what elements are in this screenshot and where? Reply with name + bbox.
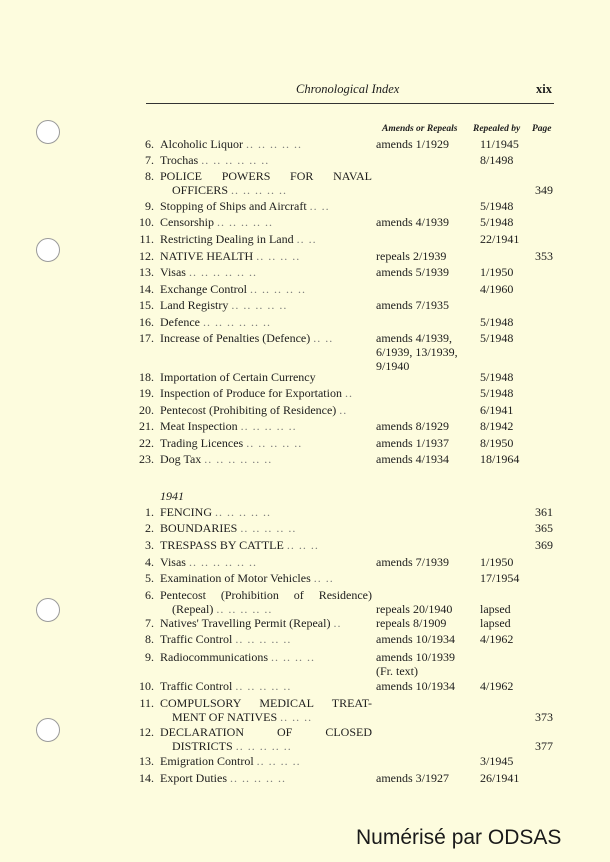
entry-title [160,679,372,693]
entry-title [160,265,372,279]
entry-number: 7. [145,616,154,630]
entry-title-line: Importation of Certain Currency [160,370,316,384]
dot-leader: .. .. .. .. .. [240,419,297,433]
dot-leader: .. .. .. .. .. .. [188,555,257,569]
entry-number: 14. [139,282,154,296]
entry-number: 20. [139,403,154,417]
dot-leader: .. .. .. .. .. .. [188,265,257,279]
entry-title [160,215,372,229]
entry-number: 17. [139,331,154,345]
running-header-title: Chronological Index [296,82,400,96]
entry-number: 2. [145,521,154,535]
entry-title-line: Stopping of Ships and Aircraft [160,199,307,213]
entry-title [160,370,372,384]
page-reference: 373 [535,710,553,724]
amends-or-repeals [376,298,476,312]
repealed-by: 26/1941 [480,771,520,785]
entry-title-line: (Repeal) [172,602,214,616]
amends-or-repeals [376,436,476,450]
entry-title [160,232,372,246]
amends-or-repeals [376,215,476,229]
entry-title-line: Radiocommunications [160,650,268,664]
dot-leader: .. .. [309,199,330,213]
amends-line: amends 10/1939 [376,650,455,664]
amends-line: amends 10/1934 [376,679,455,693]
amends-line: amends 5/1939 [376,265,449,279]
amends-line: amends 3/1927 [376,771,449,785]
header-rule [146,103,554,104]
entry-title-line: COMPULSORY MEDICAL TREAT- [160,696,372,710]
repealed-by: 4/1962 [480,632,514,646]
entry-title-line: Inspection of Produce for Exportation [160,386,342,400]
amends-or-repeals [376,137,476,151]
entry-title [160,436,372,450]
dot-leader: .. .. .. .. .. [217,215,273,229]
repealed-by: 5/1948 [480,331,514,345]
entry-title-line: TRESPASS BY CATTLE [160,538,284,552]
repealed-by: lapsed [480,602,511,616]
entry-title-line: Export Duties [160,771,227,785]
dot-leader: .. .. .. .. .. [235,632,292,646]
repealed-by: 6/1941 [480,403,514,417]
entry-title-line: OFFICERS [172,183,229,197]
page-number: xix [536,82,552,96]
entry-number: 5. [145,571,154,585]
entry-number: 8. [145,632,154,646]
dot-leader: .. .. .. .. [270,650,315,664]
dot-leader: .. .. .. .. .. .. [204,452,273,466]
entry-title-line: Restricting Dealing in Land [160,232,294,246]
dot-leader: .. .. .. .. .. [235,739,292,753]
repealed-by: 5/1948 [480,199,514,213]
entry-title [160,754,372,768]
entry-number: 23. [139,452,154,466]
entry-number: 19. [139,386,154,400]
entry-number: 12. [139,249,154,263]
repealed-by: 5/1948 [480,315,514,329]
entry-number: 10. [139,215,154,229]
page-reference: 353 [535,249,553,263]
amends-line: amends 7/1935 [376,298,449,312]
dot-leader: .. .. [296,232,317,246]
entry-title-line: Visas [160,265,186,279]
entry-title [160,505,372,519]
amends-or-repeals [376,679,476,693]
amends-line: repeals 2/1939 [376,249,447,263]
dot-leader: .. .. .. .. .. [235,679,292,693]
page-reference: 349 [535,183,553,197]
page-reference: 365 [535,521,553,535]
repealed-by: 18/1964 [480,452,520,466]
dot-leader: .. .. .. [286,538,319,552]
amends-or-repeals [376,632,476,646]
dot-leader: .. [333,616,342,630]
amends-or-repeals [376,265,476,279]
dot-leader: .. .. .. .. .. [231,183,288,197]
entry-title-line: Visas [160,555,186,569]
dot-leader: .. .. .. .. .. [231,298,288,312]
entry-title [160,153,372,167]
dot-leader: .. .. .. .. [256,249,301,263]
entry-title [160,650,372,664]
entry-title [160,521,372,535]
amends-line: amends 1/1929 [376,137,449,151]
digitization-watermark: Numérisé par ODSAS [356,826,562,849]
entry-number: 6. [145,137,154,151]
binder-hole [36,238,60,262]
entry-title-line: DECLARATION OF CLOSED [160,725,372,739]
dot-leader: .. .. .. .. .. .. [202,315,271,329]
dot-leader: .. .. .. .. .. .. [201,153,270,167]
repealed-by: 5/1948 [480,386,514,400]
repealed-by: 22/1941 [480,232,520,246]
entry-title [160,419,372,433]
entry-title-line: Natives' Travelling Permit (Repeal) [160,616,331,630]
entry-title [160,538,372,552]
entry-title [160,571,372,585]
dot-leader: .. .. .. .. .. [245,137,302,151]
entry-title [160,555,372,569]
amends-or-repeals [376,419,476,433]
entry-title [160,616,372,630]
amends-line: 9/1940 [376,359,410,373]
entry-title [160,452,372,466]
entry-title-line: Pentecost (Prohibition of Residence) [160,588,372,602]
dot-leader: .. .. .. [280,710,313,724]
entry-number: 11. [139,232,154,246]
entry-title-line: Land Registry [160,298,229,312]
repealed-by: 4/1960 [480,282,514,296]
dot-leader: .. .. .. .. .. [246,436,303,450]
entry-number: 6. [145,588,154,602]
amends-line: repeals 8/1909 [376,616,447,630]
entry-number: 9. [145,650,154,664]
entry-title-line: NATIVE HEALTH [160,249,254,263]
entry-title-line: MENT OF NATIVES [172,710,278,724]
dot-leader: .. [339,403,348,417]
entry-title-line: Dog Tax [160,452,202,466]
amends-or-repeals [376,331,476,373]
repealed-by: 3/1945 [480,754,514,768]
entry-title-line: Increase of Penalties (Defence) [160,331,311,345]
entry-title-line: FENCING [160,505,213,519]
entry-title [160,696,372,724]
entry-number: 21. [139,419,154,433]
amends-line: (Fr. text) [376,664,418,678]
binder-hole [36,718,60,742]
amends-or-repeals [376,602,476,616]
entry-title-line: Examination of Motor Vehicles [160,571,311,585]
entry-title-line: Defence [160,315,200,329]
repealed-by: 1/1950 [480,555,514,569]
amends-line: amends 7/1939 [376,555,449,569]
entry-title [160,169,372,197]
entry-title-line: Emigration Control [160,754,254,768]
entry-title [160,315,372,329]
amends-line: amends 8/1929 [376,419,449,433]
binder-hole [36,120,60,144]
entry-number: 3. [145,538,154,552]
amends-or-repeals [376,616,476,630]
amends-line: amends 1/1937 [376,436,449,450]
column-heading-repealed: Repealed by [473,124,521,134]
entry-title-line: Pentecost (Prohibiting of Residence) [160,403,337,417]
dot-leader: .. .. [313,571,334,585]
entry-number: 13. [139,265,154,279]
amends-line: 6/1939, 13/1939, [376,345,458,359]
entry-title [160,282,372,296]
entry-title-line: Meat Inspection [160,419,238,433]
amends-or-repeals [376,555,476,569]
amends-line: amends 4/1939, [376,331,452,345]
entry-number: 10. [139,679,154,693]
amends-line: repeals 20/1940 [376,602,453,616]
entry-title-line: Exchange Control [160,282,247,296]
dot-leader: .. .. [313,331,334,345]
entry-title-line: Alcoholic Liquor [160,137,243,151]
entry-title-line: Censorship [160,215,214,229]
repealed-by: 5/1948 [480,370,514,384]
dot-leader: .. .. .. .. .. [230,771,286,785]
dot-leader: .. .. .. .. .. [249,282,306,296]
entry-title [160,199,372,213]
entry-title-line: Trochas [160,153,199,167]
entry-title-line: POLICE POWERS FOR NAVAL [160,169,372,183]
amends-or-repeals [376,771,476,785]
entry-number: 1. [145,505,154,519]
amends-line: amends 10/1934 [376,632,455,646]
entry-number: 9. [145,199,154,213]
year-heading: 1941 [160,489,184,503]
dot-leader: .. .. .. .. .. [240,521,297,535]
entry-number: 12. [139,725,154,739]
page-reference: 361 [535,505,553,519]
entry-number: 8. [145,169,154,183]
entry-number: 7. [145,153,154,167]
entry-number: 22. [139,436,154,450]
entry-title-line: Traffic Control [160,632,233,646]
entry-number: 13. [139,754,154,768]
dot-leader: .. [344,386,353,400]
entry-title-line: Trading Licences [160,436,244,450]
repealed-by: 8/1498 [480,153,514,167]
repealed-by: 17/1954 [480,571,520,585]
entry-title [160,725,372,753]
entry-title [160,632,372,646]
entry-title [160,331,372,345]
page-reference: 377 [535,739,553,753]
repealed-by: lapsed [480,616,511,630]
repealed-by: 8/1942 [480,419,514,433]
entry-title [160,403,372,417]
entry-number: 4. [145,555,154,569]
repealed-by: 8/1950 [480,436,514,450]
entry-title [160,386,372,400]
entry-number: 11. [139,696,154,710]
repealed-by: 11/1945 [480,137,519,151]
binder-hole [36,598,60,622]
entry-title [160,298,372,312]
entry-title-line: DISTRICTS [172,739,233,753]
amends-or-repeals [376,249,476,263]
repealed-by: 1/1950 [480,265,514,279]
entry-title [160,137,372,151]
entry-title [160,771,372,785]
entry-number: 14. [139,771,154,785]
column-heading-amends: Amends or Repeals [382,124,458,134]
entry-number: 15. [139,298,154,312]
amends-or-repeals [376,650,476,678]
dot-leader: .. .. .. .. [256,754,301,768]
amends-line: amends 4/1939 [376,215,449,229]
entry-title [160,588,372,616]
repealed-by: 5/1948 [480,215,514,229]
entry-title [160,249,372,263]
page-reference: 369 [535,538,553,552]
amends-line: amends 4/1934 [376,452,449,466]
entry-number: 16. [139,315,154,329]
entry-number: 18. [139,370,154,384]
dot-leader: .. .. .. .. .. [215,505,272,519]
column-heading-page: Page [532,124,552,134]
dot-leader: .. .. .. .. .. [216,602,273,616]
entry-title-line: BOUNDARIES [160,521,238,535]
entry-title-line: Traffic Control [160,679,233,693]
amends-or-repeals [376,452,476,466]
repealed-by: 4/1962 [480,679,514,693]
